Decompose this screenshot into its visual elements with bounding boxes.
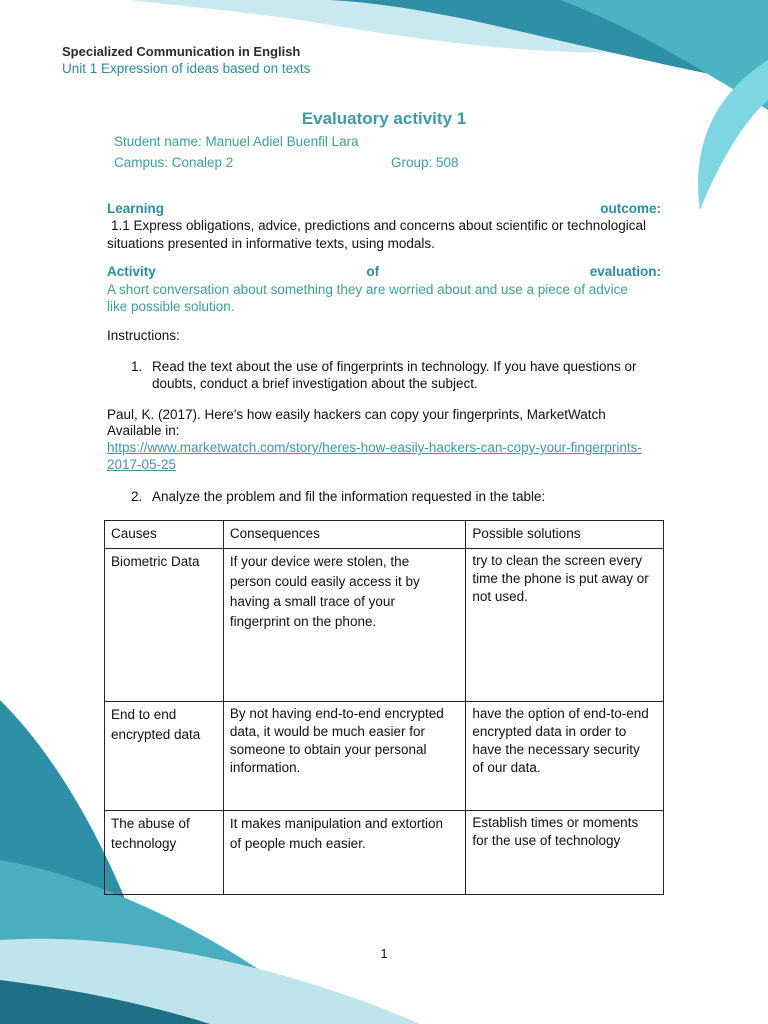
solution-cell [466,702,664,811]
instructions-label: Instructions: [107,328,180,343]
activity-heading-c: evaluation: [589,264,661,279]
causes-table [104,520,664,895]
cell-line: having a small trace of your [229,594,395,609]
learning-outcome-line2: situations presented in informative texts, using modals. [107,236,435,251]
group: Group: 508 [391,155,459,170]
cell-line: not used. [472,589,528,604]
cause-cell [105,702,224,811]
cell-line: of our data. [472,760,541,775]
cell-line: try to clean the screen every [472,553,642,568]
cell-line: data, it would be much easier for [229,724,425,739]
consequence-cell [223,549,466,702]
cell-line: technology [111,836,177,851]
cell-line: If your device were stolen, the [229,554,410,569]
activity-heading-b: of [366,264,380,279]
cell-line: fingerprint on the phone. [229,614,377,629]
activity-line1: A short conversation about something they are worried about and use a piece of advice [107,282,628,297]
cause-cell [105,549,224,702]
cell-line: It makes manipulation and extortion [229,816,443,831]
cell-line: person could easily access it by [229,574,420,589]
cell-line: encrypted data [111,727,201,742]
cell-line: By not having end-to-end encrypted [229,706,444,721]
reference-link-line2[interactable]: 2017-05-25 [107,457,177,472]
cell-line: Establish times or moments [472,815,639,830]
cell-line: information. [229,760,301,775]
consequence-cell [223,811,466,895]
cell-line: have the option of end-to-end [472,706,649,721]
solution-cell [466,549,664,702]
cell-line: time the phone is put away or [472,571,649,586]
cell-line: End to end [111,707,177,722]
item1-line2: doubts, conduct a brief investigation about the subject. [152,376,478,391]
course-title: Specialized Communication in English [62,44,301,59]
learning-outcome-line1: 1.1 Express obligations, advice, predictions and concerns about scientific or technological [111,218,647,233]
consequence-cell [223,702,466,811]
activity-line2: like possible solution. [107,299,235,314]
header-causes: Causes [105,521,224,549]
cause-cell [105,811,224,895]
table-row [105,549,664,702]
table-header-row [105,521,664,549]
cell-line: someone to obtain your personal [229,742,427,757]
activity-heading-a: Activity [107,264,156,279]
campus: Campus: Conalep 2 [114,155,234,170]
item1-line1: Read the text about the use of fingerprints in technology. If you have questions or [152,359,637,374]
activity-heading [107,263,661,281]
learning-heading-left: Learning [107,201,165,216]
cell-line: encrypted data in order to [472,724,627,739]
cell-line: for the use of technology [472,833,621,848]
header-possible-solutions: Possible solutions [466,521,664,549]
table-row [105,811,664,895]
learning-heading-right: outcome: [600,201,661,216]
table-row [105,702,664,811]
cell-line: The abuse of [111,816,190,831]
item2-number: 2. [131,489,143,504]
header-consequences: Consequences [223,521,466,549]
reference-line1: Paul, K. (2017). Here's how easily hackers can copy your fingerprints, MarketWatch [107,407,606,422]
learning-outcome-heading [107,200,661,218]
item1-number: 1. [131,359,143,374]
cell-line: have the necessary security [472,742,640,757]
cell-line: Biometric Data [111,554,200,569]
item2-text: Analyze the problem and fil the information requested in the table: [152,489,546,504]
cell-line: of people much easier. [229,836,366,851]
student-name: Student name: Manuel Adiel Buenfil Lara [114,134,359,149]
page-number: 1 [380,946,388,961]
page-title: Evaluatory activity 1 [301,109,467,128]
reference-link-line1[interactable]: https://www.marketwatch.com/story/heres-how-easily-hackers-can-copy-your-fingerprints- [107,440,642,455]
unit-subtitle: Unit 1 Expression of ideas based on texts [62,61,311,76]
solution-cell [466,811,664,895]
reference-line2: Available in: [107,423,180,438]
